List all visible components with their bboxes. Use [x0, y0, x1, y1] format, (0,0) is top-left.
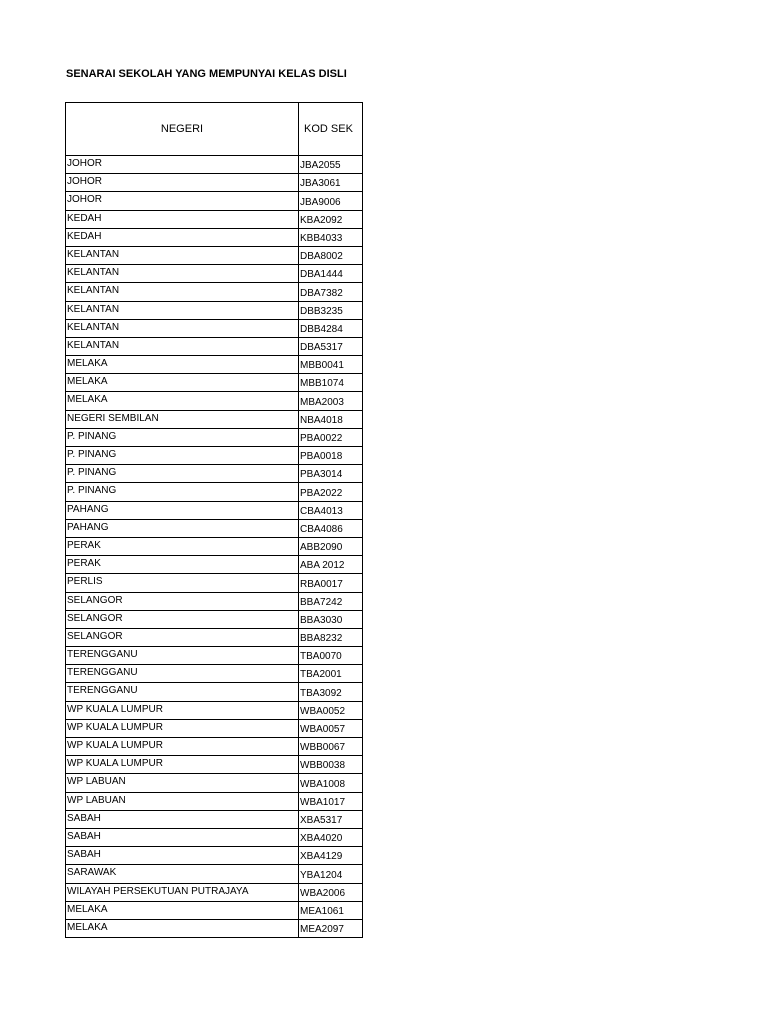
kod-sekolah-cell: BBA7242 — [299, 592, 363, 610]
table-row — [66, 537, 363, 555]
table-row — [66, 683, 363, 701]
table-row — [66, 701, 363, 719]
negeri-cell: WP KUALA LUMPUR — [66, 719, 299, 737]
negeri-cell: TERENGGANU — [66, 665, 299, 683]
negeri-cell: JOHOR — [66, 156, 299, 174]
kod-sekolah-cell: MBB1074 — [299, 374, 363, 392]
negeri-cell: PERAK — [66, 537, 299, 555]
negeri-cell: JOHOR — [66, 192, 299, 210]
table-row — [66, 919, 363, 937]
negeri-cell: TERENGGANU — [66, 683, 299, 701]
kod-sekolah-cell: CBA4086 — [299, 519, 363, 537]
kod-sekolah-cell: TBA0070 — [299, 647, 363, 665]
kod-sekolah-cell: WBA1017 — [299, 792, 363, 810]
kod-sekolah-cell: TBA3092 — [299, 683, 363, 701]
kod-sekolah-cell: WBB0038 — [299, 756, 363, 774]
table-row — [66, 610, 363, 628]
table-header — [66, 103, 363, 156]
negeri-cell: KELANTAN — [66, 265, 299, 283]
table-body — [66, 156, 363, 938]
negeri-cell: SELANGOR — [66, 628, 299, 646]
negeri-cell: P. PINANG — [66, 483, 299, 501]
table-row — [66, 501, 363, 519]
negeri-cell: WP LABUAN — [66, 792, 299, 810]
kod-sekolah-cell: DBB4284 — [299, 319, 363, 337]
table-row — [66, 465, 363, 483]
table-row — [66, 174, 363, 192]
kod-sekolah-cell: JBA2055 — [299, 156, 363, 174]
negeri-cell: P. PINANG — [66, 465, 299, 483]
kod-sekolah-cell: ABB2090 — [299, 537, 363, 555]
table-row — [66, 847, 363, 865]
kod-sekolah-cell: PBA0022 — [299, 428, 363, 446]
table-row — [66, 410, 363, 428]
negeri-cell: MELAKA — [66, 374, 299, 392]
column-header-negeri: NEGERI — [66, 103, 299, 156]
kod-sekolah-cell: DBA1444 — [299, 265, 363, 283]
table-row — [66, 756, 363, 774]
table-row — [66, 592, 363, 610]
table-row — [66, 192, 363, 210]
table-row — [66, 719, 363, 737]
negeri-cell: SELANGOR — [66, 610, 299, 628]
kod-sekolah-cell: MEA1061 — [299, 901, 363, 919]
kod-sekolah-cell: WBB0067 — [299, 738, 363, 756]
table-row — [66, 447, 363, 465]
table-row — [66, 156, 363, 174]
kod-sekolah-cell: JBA9006 — [299, 192, 363, 210]
table-row — [66, 774, 363, 792]
table-row — [66, 210, 363, 228]
table-row — [66, 374, 363, 392]
kod-sekolah-cell: DBA8002 — [299, 246, 363, 264]
negeri-cell: NEGERI SEMBILAN — [66, 410, 299, 428]
negeri-cell: SARAWAK — [66, 865, 299, 883]
table-row — [66, 556, 363, 574]
negeri-cell: KELANTAN — [66, 283, 299, 301]
negeri-cell: PERLIS — [66, 574, 299, 592]
table-row — [66, 865, 363, 883]
table-row — [66, 483, 363, 501]
kod-sekolah-cell: BBA8232 — [299, 628, 363, 646]
kod-sekolah-cell: BBA3030 — [299, 610, 363, 628]
negeri-cell: KELANTAN — [66, 246, 299, 264]
kod-sekolah-cell: MBA2003 — [299, 392, 363, 410]
negeri-cell: JOHOR — [66, 174, 299, 192]
negeri-cell: SABAH — [66, 847, 299, 865]
negeri-cell: WP LABUAN — [66, 774, 299, 792]
table-row — [66, 810, 363, 828]
negeri-cell: SELANGOR — [66, 592, 299, 610]
kod-sekolah-cell: CBA4013 — [299, 501, 363, 519]
kod-sekolah-cell: PBA2022 — [299, 483, 363, 501]
negeri-cell: MELAKA — [66, 901, 299, 919]
column-header-kod-sekolah: KOD SEK — [299, 103, 363, 156]
kod-sekolah-cell: XBA5317 — [299, 810, 363, 828]
negeri-cell: KELANTAN — [66, 319, 299, 337]
table-row — [66, 665, 363, 683]
table-row — [66, 301, 363, 319]
table-row — [66, 283, 363, 301]
kod-sekolah-cell: TBA2001 — [299, 665, 363, 683]
table-row — [66, 883, 363, 901]
kod-sekolah-cell: PBA0018 — [299, 447, 363, 465]
kod-sekolah-cell: WBA2006 — [299, 883, 363, 901]
kod-sekolah-cell: JBA3061 — [299, 174, 363, 192]
header-row — [66, 103, 363, 156]
kod-sekolah-cell: ABA 2012 — [299, 556, 363, 574]
negeri-cell: SABAH — [66, 810, 299, 828]
negeri-cell: MELAKA — [66, 356, 299, 374]
negeri-cell: WP KUALA LUMPUR — [66, 756, 299, 774]
kod-sekolah-cell: DBB3235 — [299, 301, 363, 319]
negeri-cell: KELANTAN — [66, 337, 299, 355]
table-row — [66, 228, 363, 246]
negeri-cell: P. PINANG — [66, 428, 299, 446]
kod-sekolah-cell: YBA1204 — [299, 865, 363, 883]
table-row — [66, 519, 363, 537]
table-row — [66, 792, 363, 810]
kod-sekolah-cell: WBA0057 — [299, 719, 363, 737]
table-row — [66, 738, 363, 756]
kod-sekolah-cell: WBA0052 — [299, 701, 363, 719]
negeri-cell: TERENGGANU — [66, 647, 299, 665]
negeri-cell: PAHANG — [66, 501, 299, 519]
negeri-cell: MELAKA — [66, 919, 299, 937]
negeri-cell: KELANTAN — [66, 301, 299, 319]
kod-sekolah-cell: MBB0041 — [299, 356, 363, 374]
negeri-cell: WP KUALA LUMPUR — [66, 738, 299, 756]
kod-sekolah-cell: DBA7382 — [299, 283, 363, 301]
table-row — [66, 265, 363, 283]
negeri-cell: PERAK — [66, 556, 299, 574]
negeri-cell: KEDAH — [66, 210, 299, 228]
table-row — [66, 428, 363, 446]
table-row — [66, 246, 363, 264]
negeri-cell: P. PINANG — [66, 447, 299, 465]
negeri-cell: SABAH — [66, 828, 299, 846]
table-row — [66, 647, 363, 665]
negeri-cell: KEDAH — [66, 228, 299, 246]
negeri-cell: WILAYAH PERSEKUTUAN PUTRAJAYA — [66, 883, 299, 901]
kod-sekolah-cell: XBA4020 — [299, 828, 363, 846]
table-row — [66, 319, 363, 337]
table-row — [66, 356, 363, 374]
kod-sekolah-cell: DBA5317 — [299, 337, 363, 355]
table-row — [66, 901, 363, 919]
negeri-cell: WP KUALA LUMPUR — [66, 701, 299, 719]
table-row — [66, 337, 363, 355]
school-list-table — [65, 102, 363, 938]
document-title: SENARAI SEKOLAH YANG MEMPUNYAI KELAS DISLI — [66, 68, 347, 80]
kod-sekolah-cell: MEA2097 — [299, 919, 363, 937]
kod-sekolah-cell: WBA1008 — [299, 774, 363, 792]
kod-sekolah-cell: RBA0017 — [299, 574, 363, 592]
kod-sekolah-cell: KBA2092 — [299, 210, 363, 228]
kod-sekolah-cell: KBB4033 — [299, 228, 363, 246]
table-row — [66, 574, 363, 592]
table-row — [66, 828, 363, 846]
negeri-cell: PAHANG — [66, 519, 299, 537]
kod-sekolah-cell: NBA4018 — [299, 410, 363, 428]
negeri-cell: MELAKA — [66, 392, 299, 410]
kod-sekolah-cell: XBA4129 — [299, 847, 363, 865]
table-row — [66, 628, 363, 646]
table-row — [66, 392, 363, 410]
kod-sekolah-cell: PBA3014 — [299, 465, 363, 483]
